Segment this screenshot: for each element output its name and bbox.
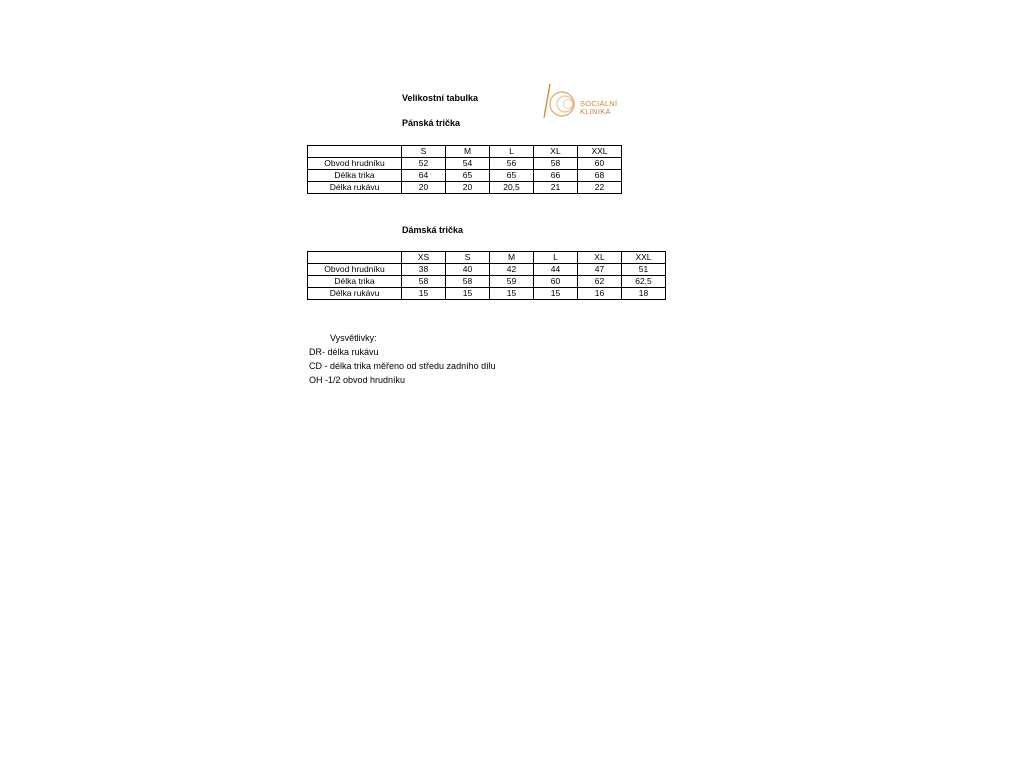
table-header-row [308,146,622,158]
table-cell: 20 [446,182,490,194]
table-cell: 60 [534,276,578,288]
table-cell: 40 [446,264,490,276]
size-header: S [446,252,490,264]
table-cell: 66 [534,170,578,182]
table-cell: 15 [402,288,446,300]
socialni-klinika-logo [538,82,648,122]
table-header-row [308,252,666,264]
size-header: M [446,146,490,158]
legend [309,331,496,387]
page-title: Velikostní tabulka [402,93,479,103]
table-cell: 52 [402,158,446,170]
table-cell: 22 [578,182,622,194]
corner-cell [308,146,402,158]
men-size-table [307,145,622,194]
table-cell: 65 [446,170,490,182]
table-cell: 54 [446,158,490,170]
table-cell: 44 [534,264,578,276]
size-header: M [490,252,534,264]
women-size-table [307,251,666,300]
table-cell: 58 [402,276,446,288]
row-label: Délka rukávu [308,288,402,300]
size-header: XL [534,146,578,158]
table-cell: 38 [402,264,446,276]
table-cell: 58 [534,158,578,170]
size-header: XS [402,252,446,264]
table-cell: 20,5 [490,182,534,194]
logo-text-line1: SOCIÁLNÍ [580,99,618,108]
women-heading: Dámská trička [402,225,464,235]
table-cell: 58 [446,276,490,288]
logo-text-line2: KLINIKA [580,107,611,116]
table-cell: 20 [402,182,446,194]
table-row [308,288,666,300]
table-cell: 47 [578,264,622,276]
size-header: XXL [578,146,622,158]
logo-mark-icon [538,82,580,122]
table-row [308,276,666,288]
table-cell: 62 [578,276,622,288]
row-label: Délka trika [308,170,402,182]
table-cell: 65 [490,170,534,182]
table-cell: 15 [534,288,578,300]
row-label: Délka rukávu [308,182,402,194]
legend-item: OH -1/2 obvod hrudníku [309,375,406,385]
table-row [308,264,666,276]
table-cell: 60 [578,158,622,170]
table-cell: 64 [402,170,446,182]
table-cell: 21 [534,182,578,194]
legend-item: CD - délka trika měřeno od středu zadního dílu [309,361,496,371]
table-cell: 16 [578,288,622,300]
table-row [308,182,622,194]
corner-cell [308,252,402,264]
size-header: XL [578,252,622,264]
table-cell: 15 [446,288,490,300]
row-label: Délka trika [308,276,402,288]
table-row [308,158,622,170]
table-row [308,170,622,182]
table-cell: 15 [490,288,534,300]
size-header: S [402,146,446,158]
legend-title: Vysvětlivky: [330,333,377,343]
legend-item: DR- délka rukávu [309,347,379,357]
table-cell: 62,5 [622,276,666,288]
men-heading: Pánská trička [402,118,461,128]
row-label: Obvod hrudníku [308,158,402,170]
table-cell: 56 [490,158,534,170]
row-label: Obvod hrudníku [308,264,402,276]
table-cell: 68 [578,170,622,182]
table-cell: 51 [622,264,666,276]
table-cell: 18 [622,288,666,300]
size-header: L [490,146,534,158]
size-header: XXL [622,252,666,264]
table-cell: 59 [490,276,534,288]
table-cell: 42 [490,264,534,276]
size-header: L [534,252,578,264]
